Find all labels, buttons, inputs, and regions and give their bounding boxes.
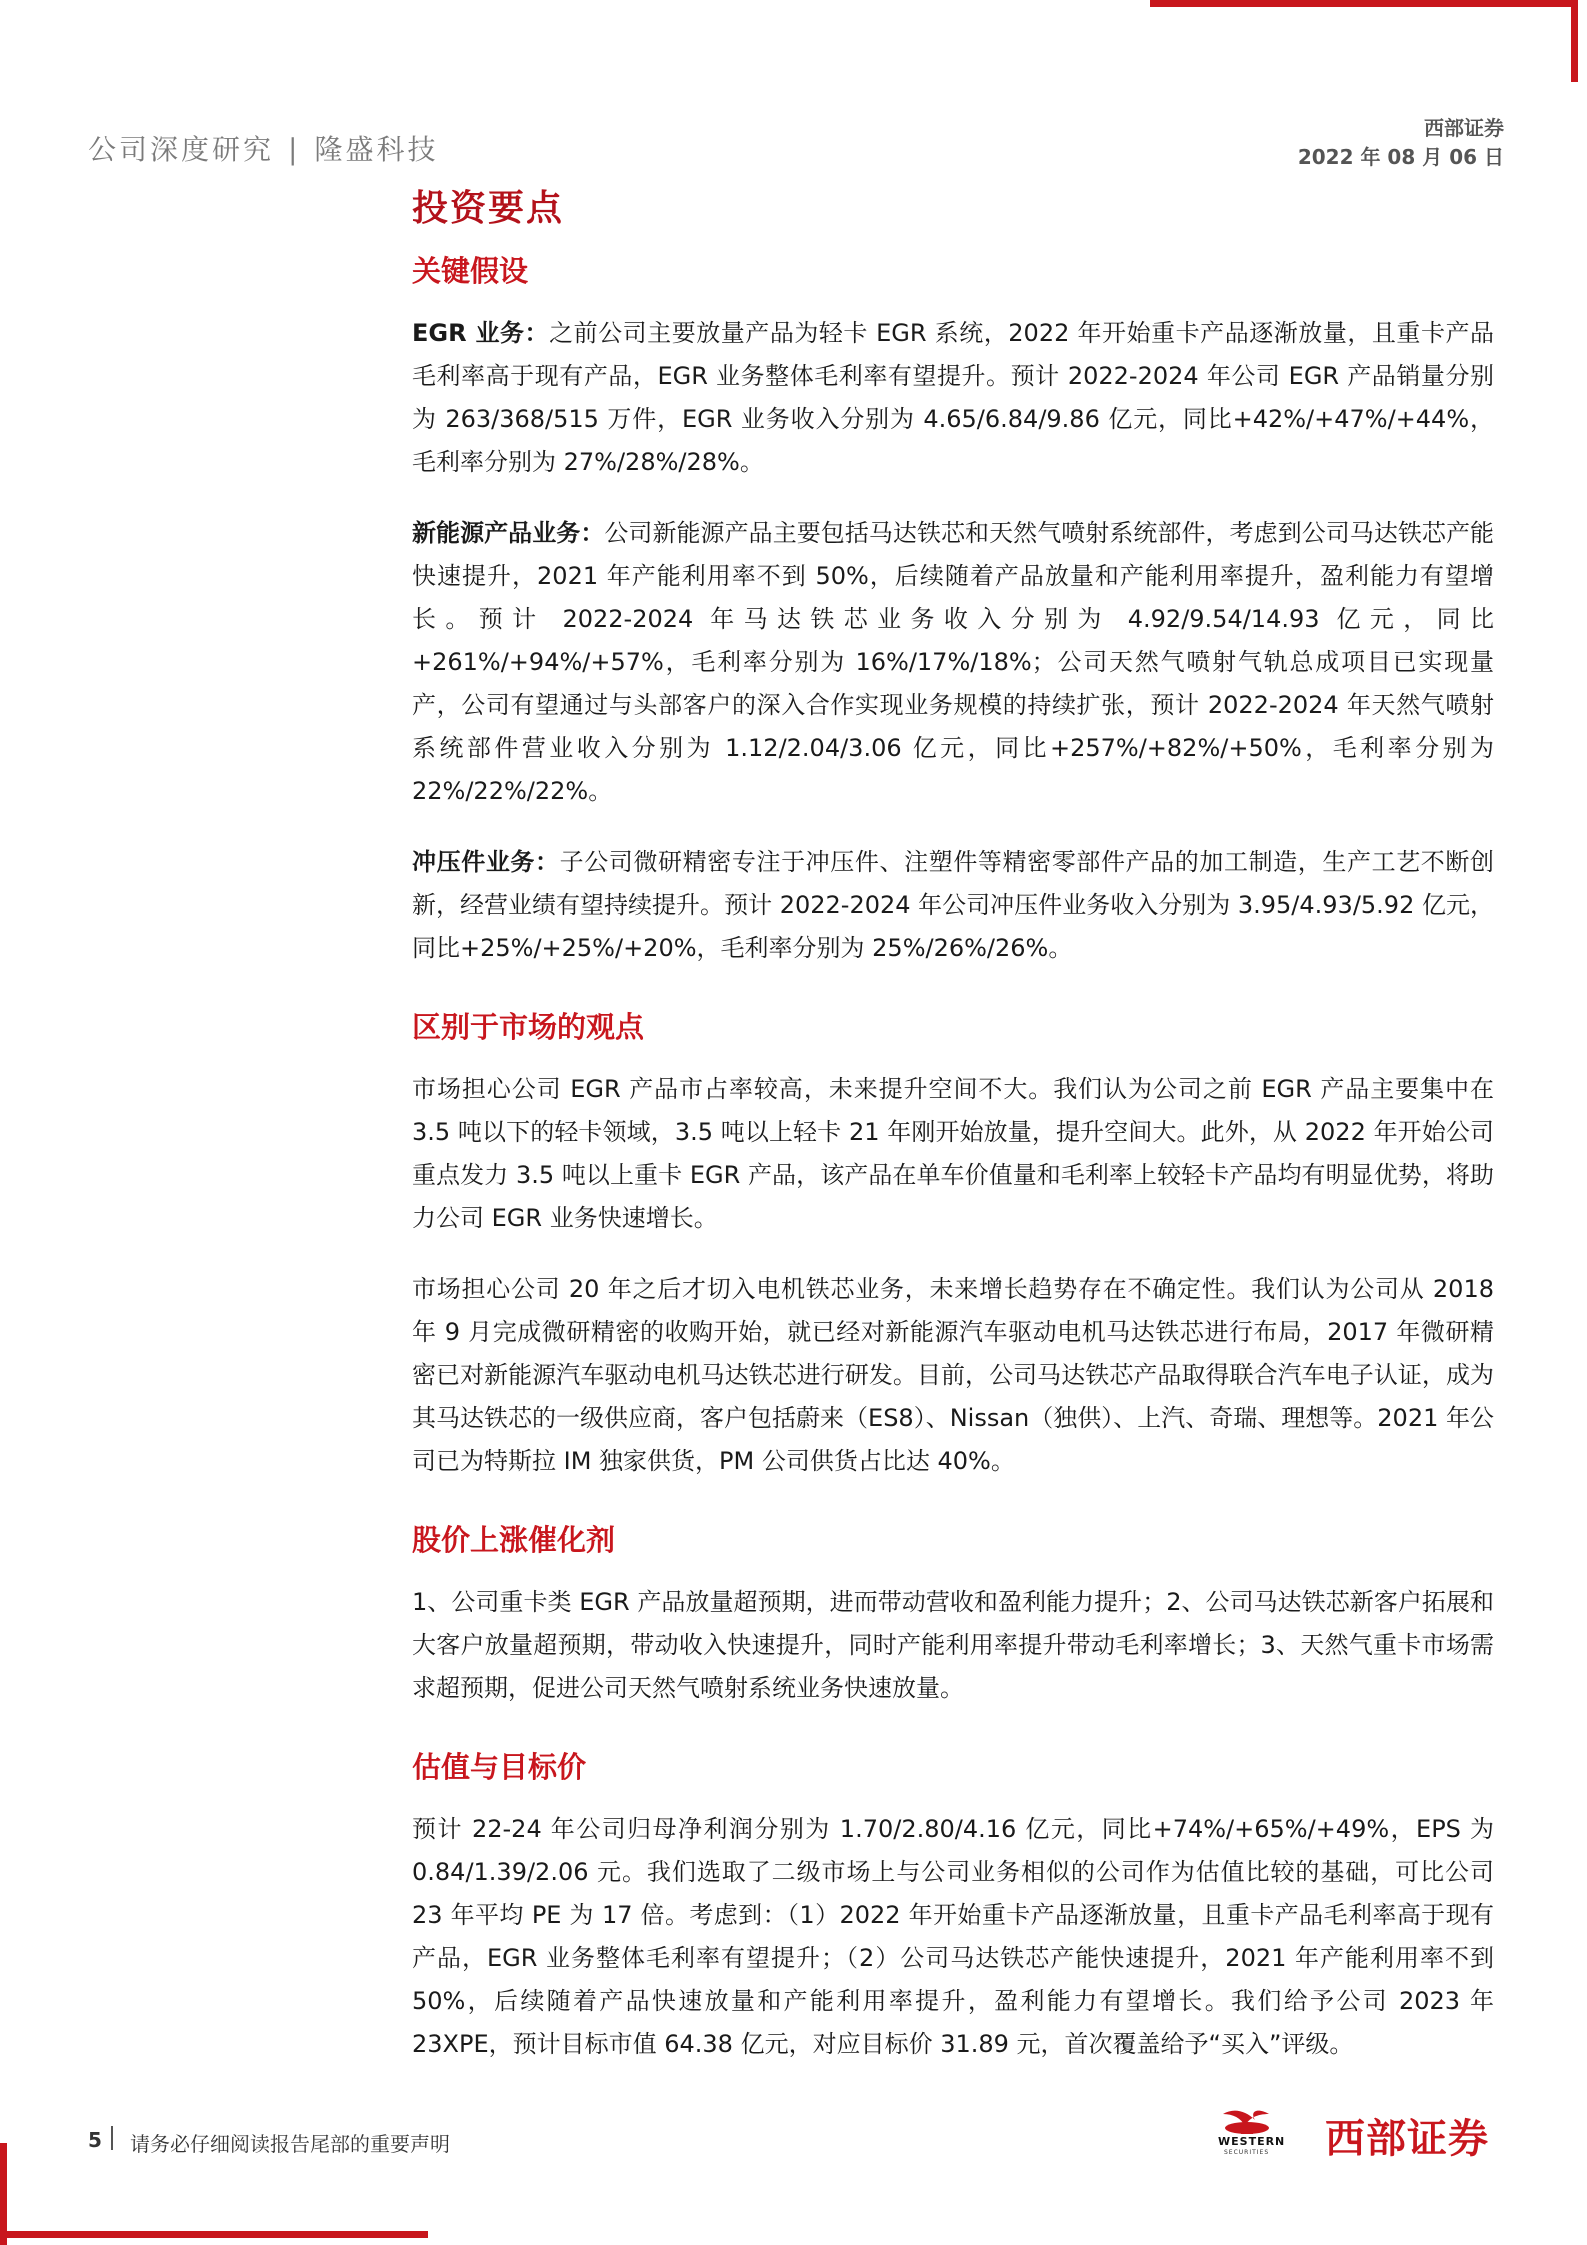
page-number: 5 [88, 2128, 102, 2152]
heading-market-view: 区别于市场的观点 [412, 1010, 645, 1044]
logo-english-name: WESTERN [1218, 2135, 1286, 2148]
header-separator: | [288, 133, 301, 166]
heading-valuation: 估值与目标价 [412, 1750, 587, 1784]
paragraph-stamping [412, 841, 1494, 970]
footer-divider [111, 2126, 113, 2150]
paragraph-valuation: 预计 22-24 年公司归母净利润分别为 1.70/2.80/4.16 亿元，同比+74%/+65%/+49%，EPS 为 0.84/1.39/2.06 元。我们选取了二级市场上与公司业务相似的公司作为估值比较的基础，可比公司 23 年平均 PE 为 17 倍。考虑到：（1）2022 年开始重卡产品逐渐放量，且重卡产品毛利率高于现有产品，EGR 业务整体毛利率有望提升；（2）公司马达铁芯产能快速提升，2021 年产能利用率不到 50%，后续随着产品快速放量和产能利用率提升，盈利能力有望增长。我们给予公司 2023 年 23XPE，预计目标市值 64.38 亿元，对应目标价 31.89 元，首次覆盖给予“买入”评级。 [412, 1815, 1494, 2058]
corner-accent-bottom-vertical [0, 2143, 7, 2245]
label-stamping: 冲压件业务： [412, 848, 560, 876]
corner-accent-bottom [0, 2231, 428, 2238]
footer-disclaimer: 请务必仔细阅读报告尾部的重要声明 [130, 2132, 450, 2156]
text-new-energy: 公司新能源产品主要包括马达铁芯和天然气喷射系统部件，考虑到公司马达铁芯产能快速提升，2021 年产能利用率不到 50%，后续随着产品放量和产能利用率提升，盈利能力有望增长。预计 2022-2024 年马达铁芯业务收入分别为 4.92/9.54/14.93 亿元，同比+261%/+94%/+57%，毛利率分别为 16%/17%/18%；公司天然气喷射气轨总成项目已实现量产，公司有望通过与头部客户的深入合作实现业务规模的持续扩张，预计 2022-2024 年天然气喷射系统部件营业收入分别为 1.12/2.04/3.06 亿元，同比+257%/+82%/+50%，毛利率分别为 22%/22%/22%。 [412, 519, 1495, 805]
logo-chinese-name: 西部证券 [1325, 2116, 1489, 2162]
company-name: 隆盛科技 [314, 133, 439, 166]
paragraph-market-view-2: 市场担心公司 20 年之后才切入电机铁芯业务，未来增长趋势存在不确定性。我们认为公司从 2018 年 9 月完成微研精密的收购开始，就已经对新能源汽车驱动电机马达铁芯进行布局，2017 年微研精密已对新能源汽车驱动电机马达铁芯进行研发。目前，公司马达铁芯产品取得联合汽车电子认证，成为其马达铁芯的一级供应商，客户包括蔚来（ES8）、Nissan（独供）、上汽、奇瑞、理想等。2021 年公司已为特斯拉 IM 独家供货，PM 公司供货占比达 40%。 [412, 1275, 1494, 1475]
paragraph-new-energy [412, 512, 1494, 813]
report-body [412, 180, 1494, 2094]
paragraph-egr [412, 312, 1494, 484]
paragraph-market-view-1: 市场担心公司 EGR 产品市占率较高，未来提升空间不大。我们认为公司之前 EGR 产品主要集中在 3.5 吨以下的轻卡领域，3.5 吨以上轻卡 21 年刚开始放量，提升空间大。此外，从 2022 年开始公司重点发力 3.5 吨以上重卡 EGR 产品，该产品在单车价值量和毛利率上较轻卡产品均有明显优势，将助力公司 EGR 业务快速增长。 [412, 1075, 1494, 1232]
heading-catalysts: 股价上涨催化剂 [412, 1523, 616, 1557]
report-type: 公司深度研究 [88, 133, 275, 166]
firm-name: 西部证券 [1424, 116, 1504, 140]
heading-key-assumptions: 关键假设 [412, 254, 529, 288]
text-egr: 之前公司主要放量产品为轻卡 EGR 系统，2022 年开始重卡产品逐渐放量，且重卡产品毛利率高于现有产品，EGR 业务整体毛利率有望提升。预计 2022-2024 年公司 EGR 产品销量分别为 263/368/515 万件，EGR 业务收入分别为 4.65/6.84/9.86 亿元，同比+42%/+47%/+44%，毛利率分别为 27%/28%/28%。 [412, 319, 1494, 476]
corner-accent-top [1150, 0, 1578, 7]
paragraph-catalysts: 1、公司重卡类 EGR 产品放量超预期，进而带动营收和盈利能力提升；2、公司马达铁芯新客户拓展和大客户放量超预期，带动收入快速提升，同时产能利用率提升带动毛利率增长；3、天然气重卡市场需求超预期，促进公司天然气喷射系统业务快速放量。 [412, 1588, 1494, 1702]
report-date: 2022 年 08 月 06 日 [1297, 145, 1504, 169]
corner-accent-top-vertical [1571, 0, 1578, 82]
page-title: 投资要点 [412, 187, 565, 229]
label-new-energy: 新能源产品业务： [412, 519, 605, 547]
text-stamping: 子公司微研精密专注于冲压件、注塑件等精密零部件产品的加工制造，生产工艺不断创新，经营业绩有望持续提升。预计 2022-2024 年公司冲压件业务收入分别为 3.95/4.93/5.92 亿元，同比+25%/+25%/+20%，毛利率分别为 25%/26%/26%。 [412, 848, 1495, 962]
logo-english-sub: SECURITIES [1224, 2149, 1270, 2156]
label-egr: EGR 业务： [412, 319, 550, 347]
report-header [88, 128, 438, 168]
